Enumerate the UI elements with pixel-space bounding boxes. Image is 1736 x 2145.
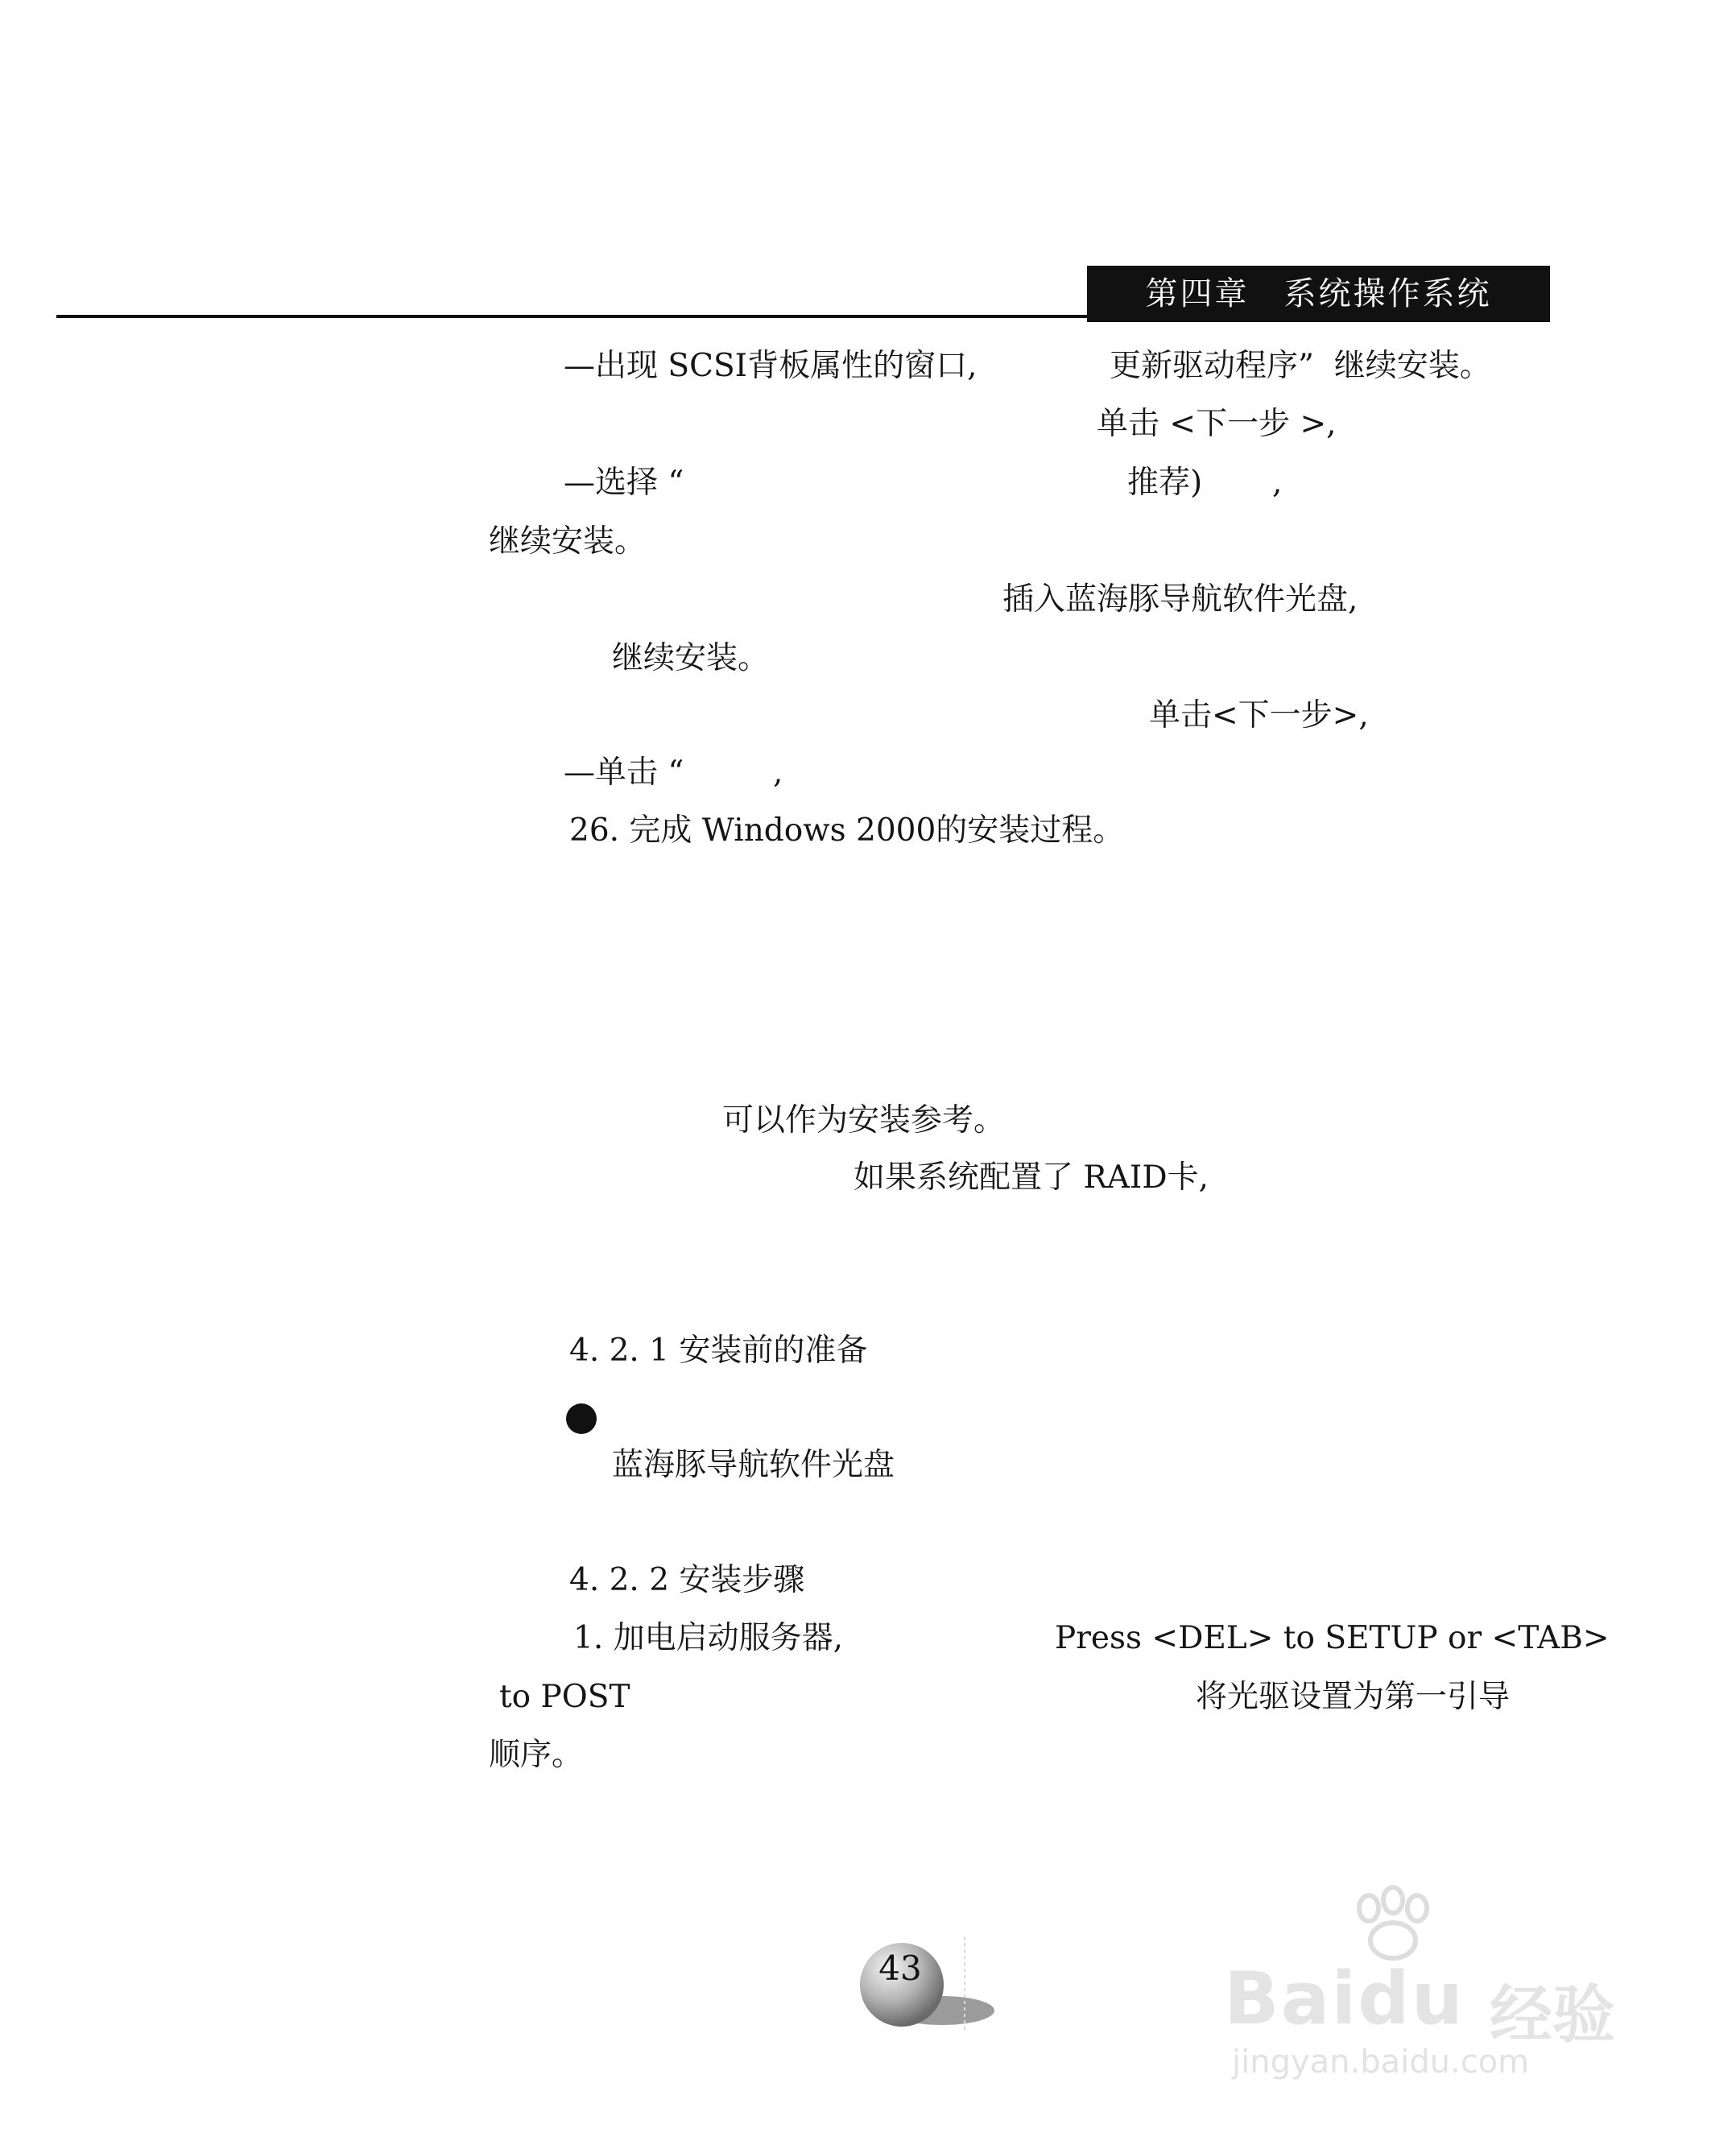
body-line-3a: —选择 “	[564, 465, 684, 501]
body-line-8a: —单击 “	[564, 754, 684, 791]
body-line-4: 继续安装。	[489, 523, 647, 560]
paw-logo-icon	[1345, 1884, 1441, 1965]
body-line-1a: —出现 SCSI背板属性的窗口,	[564, 348, 978, 384]
body-line-8b: ,	[773, 754, 783, 791]
body-line-7: 单击<下一步>,	[1149, 697, 1369, 734]
prep-item: 蓝海豚导航软件光盘	[612, 1447, 895, 1483]
body-line-3b: 推荐)	[1127, 465, 1203, 501]
step-1-text: 1. 加电启动服务器,	[573, 1620, 844, 1656]
body-line-10: 可以作为安装参考。	[722, 1102, 1006, 1139]
bullet-icon	[566, 1403, 597, 1434]
watermark-cn: 经验	[1490, 1979, 1616, 2052]
step-1-text-end: 顺序。	[489, 1737, 584, 1773]
chapter-title: 第四章 系统操作系统	[1145, 275, 1492, 312]
page-number: 43	[878, 1949, 922, 1988]
step-1-bios-prompt-cont: to POST	[499, 1679, 630, 1715]
chapter-header	[1087, 266, 1550, 322]
body-line-5: 插入蓝海豚导航软件光盘,	[1002, 581, 1358, 618]
step-1-text-cont: 将光驱设置为第一引导	[1196, 1679, 1511, 1715]
body-line-9: 26. 完成 Windows 2000的安装过程。	[569, 812, 1125, 849]
watermark-url: jingyan.baidu.com	[1232, 2044, 1530, 2081]
body-line-3c: ,	[1272, 465, 1283, 501]
section-heading-prep: 4. 2. 1 安装前的准备	[569, 1333, 868, 1369]
body-line-6: 继续安装。	[612, 640, 770, 676]
baidu-watermark	[1224, 1884, 1643, 2081]
body-line-1b: 更新驱动程序” 继续安装。	[1110, 348, 1491, 384]
body-line-11: 如果系统配置了 RAID卡,	[854, 1159, 1209, 1196]
header-rule	[56, 315, 1087, 318]
body-line-2: 单击 <下一步 >,	[1097, 406, 1337, 442]
watermark-brand: Baidu	[1224, 1957, 1465, 2041]
step-1-bios-prompt: Press <DEL> to SETUP or <TAB>	[1055, 1620, 1610, 1656]
section-heading-steps: 4. 2. 2 安装步骤	[569, 1562, 805, 1598]
